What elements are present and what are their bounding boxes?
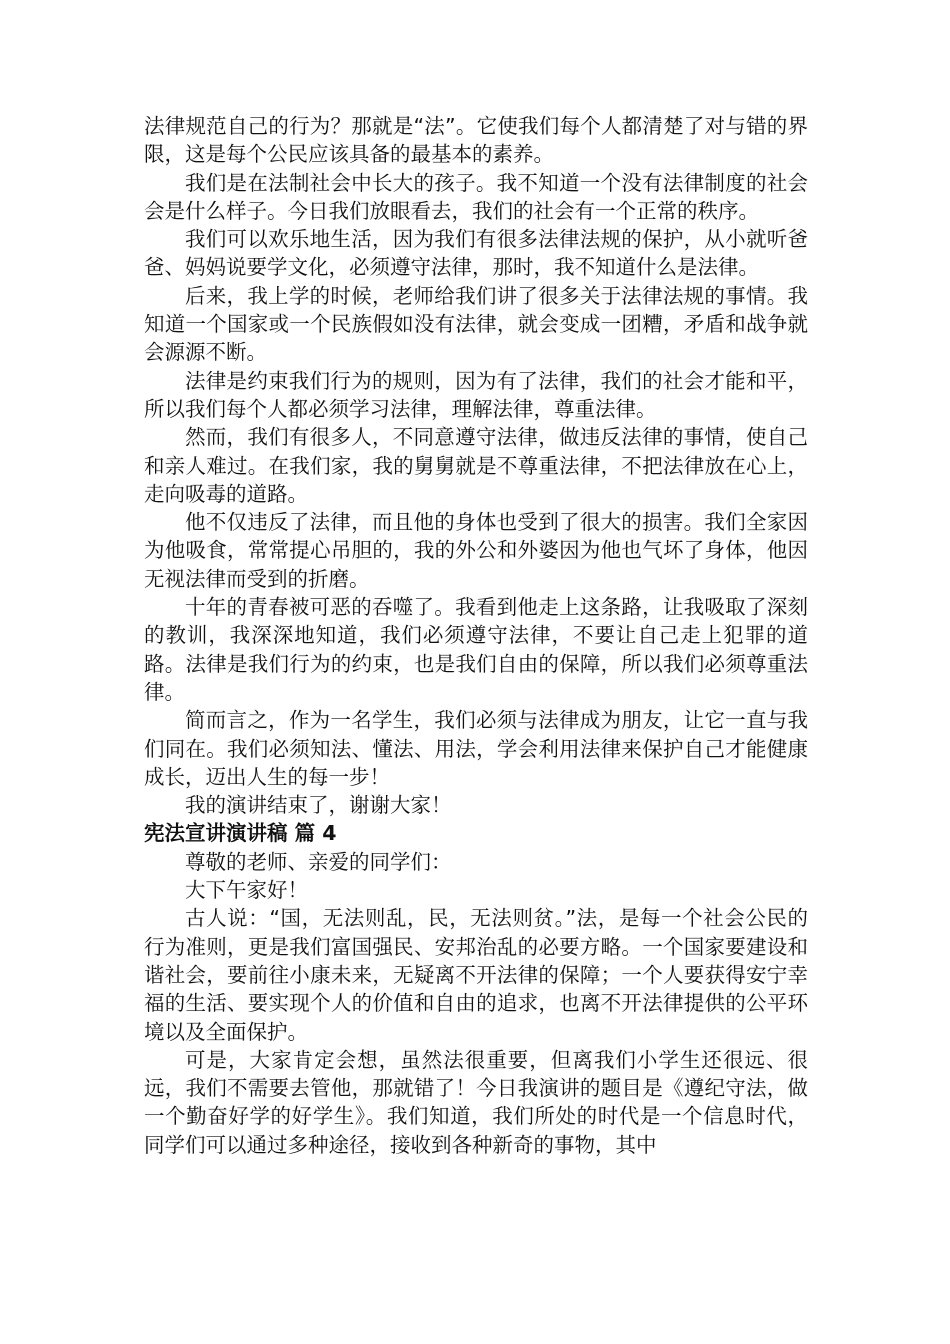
paragraph: 简而言之，作为一名学生，我们必须与法律成为朋友，让它一直与我们同在。我们必须知法、懂法、用法，学会利用法律来保护自己才能健康成长，迈出人生的每一步！ bbox=[144, 708, 808, 789]
salutation: 尊敬的老师、亲爱的同学们： bbox=[185, 849, 452, 874]
paragraph: 法律规范自己的行为？那就是“法”。它使我们每个人都清楚了对与错的界限，这是每个公民应该具备的最基本的素养。 bbox=[144, 114, 808, 167]
paragraph: 法律是约束我们行为的规则，因为有了法律，我们的社会才能和平，所以我们每个人都必须学习法律，理解法律，尊重法律。 bbox=[144, 368, 808, 421]
paragraph: 然而，我们有很多人，不同意遵守法律，做违反法律的事情，使自己和亲人难过。在我们家，我的舅舅就是不尊重法律，不把法律放在心上，走向吸毒的道路。 bbox=[144, 425, 808, 506]
paragraph: 我们可以欢乐地生活，因为我们有很多法律法规的保护，从小就听爸爸、妈妈说要学文化，必须遵守法律，那时，我不知道什么是法律。 bbox=[144, 227, 808, 280]
paragraph: 古人说：“国，无法则乱，民，无法则贫。”法，是每一个社会公民的行为准则，更是我们富国强民、安邦治乱的必要方略。一个国家要建设和谐社会，要前往小康未来，无疑离不开法律的保障；一个人要获得安宁幸福的生活、要实现个人的价值和自由的追求，也离不开法律提供的公平环境以及全面保护。 bbox=[144, 906, 808, 1044]
paragraph: 后来，我上学的时候，老师给我们讲了很多关于法律法规的事情。我知道一个国家或一个民族假如没有法律，就会变成一团糟，矛盾和战争就会源源不断。 bbox=[144, 283, 808, 365]
paragraph: 我的演讲结束了，谢谢大家！ bbox=[185, 793, 452, 818]
document-page bbox=[144, 112, 808, 1159]
paragraph: 我们是在法制社会中长大的孩子。我不知道一个没有法律制度的社会会是什么样子。今日我们放眼看去，我们的社会有一个正常的秩序。 bbox=[144, 170, 808, 223]
section-heading: 宪法宣讲演讲稿 篇 4 bbox=[144, 821, 337, 846]
paragraph: 十年的青春被可恶的吞噬了。我看到他走上这条路，让我吸取了深刻的教训，我深深地知道，我们必须遵守法律，不要让自己走上犯罪的道路。法律是我们行为的约束，也是我们自由的保障，所以我们必须尊重法律。 bbox=[144, 595, 808, 704]
paragraph: 他不仅违反了法律，而且他的身体也受到了很大的损害。我们全家因为他吸食，常常提心吊胆的，我的外公和外婆因为他也气坏了身体，他因无视法律而受到的折磨。 bbox=[144, 510, 808, 591]
paragraph: 可是，大家肯定会想，虽然法很重要，但离我们小学生还很远、很远，我们不需要去管他，那就错了！今日我演讲的题目是《遵纪守法，做一个勤奋好学的好学生》。我们知道，我们所处的时代是一个信息时代，同学们可以通过多种途径，接收到各种新奇的事物，其中 bbox=[144, 1047, 808, 1157]
greeting: 大下午家好！ bbox=[185, 878, 308, 903]
